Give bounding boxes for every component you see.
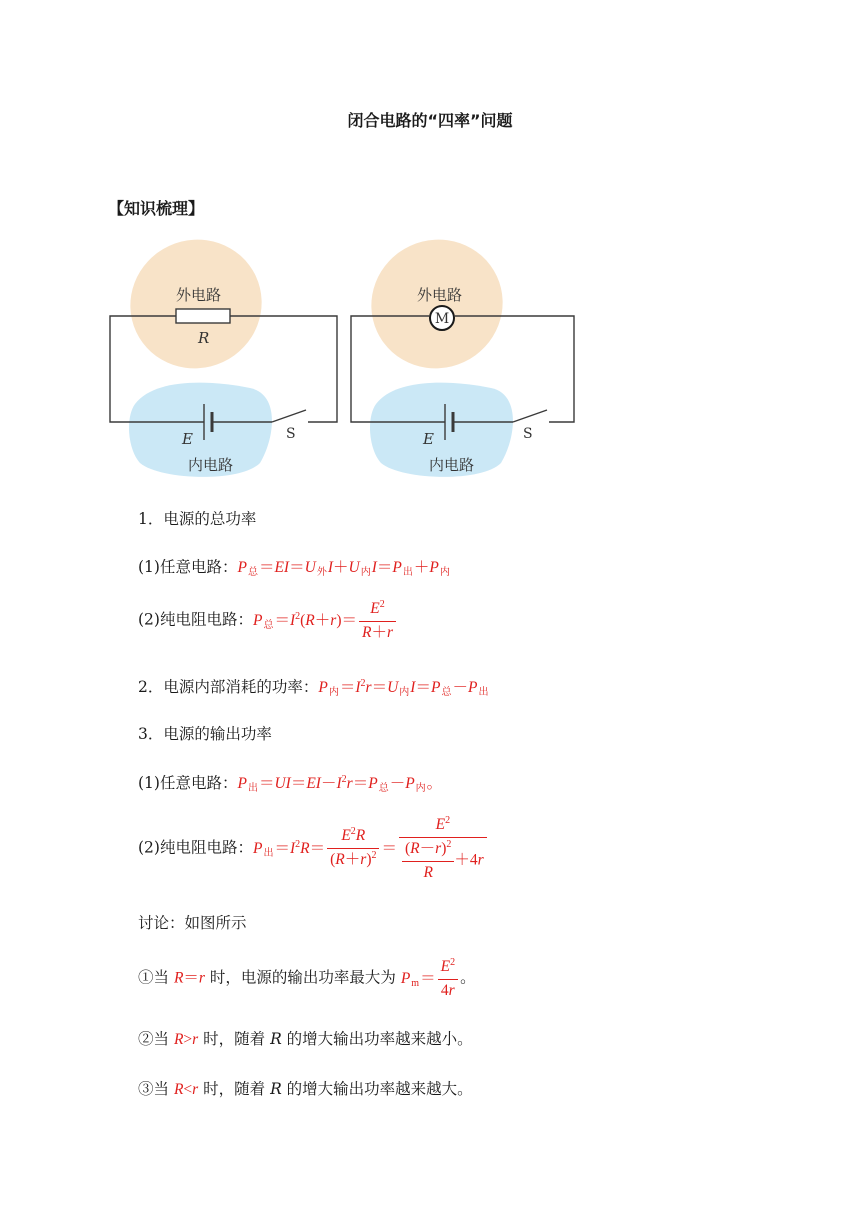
heading-output-power: 3．电源的输出功率: [138, 725, 272, 743]
discussion-case-1: ①当 R＝r 时，电源的输出功率最大为 Pm＝ $\frac{E^2}{4r}$ 。: [138, 957, 476, 999]
switch-icon: [272, 410, 306, 422]
emf-label: E: [423, 430, 434, 448]
page-title: 闭合电路的“四率”问题: [347, 111, 513, 130]
resistor-icon: [176, 309, 230, 323]
left-circuit: [109, 238, 337, 477]
formula-total-any: (1)任意电路：P总＝EI＝U外I＋U内I＝P出＋P内: [138, 558, 450, 578]
inner-label: 内电路: [188, 456, 234, 474]
inner-label: 内电路: [429, 456, 475, 474]
formula-output-any: (1)任意电路：P出$=UI=EI-I^2r=P$总－P内。: [138, 774, 443, 794]
discussion-case-3: ③当 R<r 时，随着 R 的增大输出功率越来越大。: [138, 1080, 473, 1098]
discussion-case-2: ②当 R>r 时，随着 R 的增大输出功率越来越小。: [138, 1030, 473, 1048]
right-circuit: [350, 238, 574, 477]
outer-label: 外电路: [176, 286, 222, 304]
formula-total-resistive: (2)纯电阻电路：P总$=I^2(R+r)=$ $\frac{E^2}{R+r}$: [138, 600, 398, 642]
outer-label: 外电路: [417, 286, 463, 304]
switch-label: S: [523, 426, 533, 442]
section-heading: 【知识梳理】: [108, 199, 205, 218]
circuit-diagram: [100, 238, 590, 486]
formula-output-resistive: (2)纯电阻电路：P出$=I^2R=$ $\frac{E^2R}{(R+r)^2}$ ＝ $E^2$ $\frac{(R-r)^2}{R}$ ＋4r: [138, 816, 489, 882]
motor-label: M: [434, 311, 450, 327]
switch-icon: [513, 410, 547, 422]
switch-label: S: [286, 426, 296, 442]
heading-total-power: 1．电源的总功率: [138, 510, 257, 528]
formula-internal-power: 2．电源内部消耗的功率：P内$=I^2r=U$内I＝P总－P出: [138, 678, 489, 698]
emf-label: E: [182, 430, 193, 448]
discussion-text: 讨论：如图所示: [138, 914, 247, 932]
resistor-label: R: [198, 329, 210, 347]
